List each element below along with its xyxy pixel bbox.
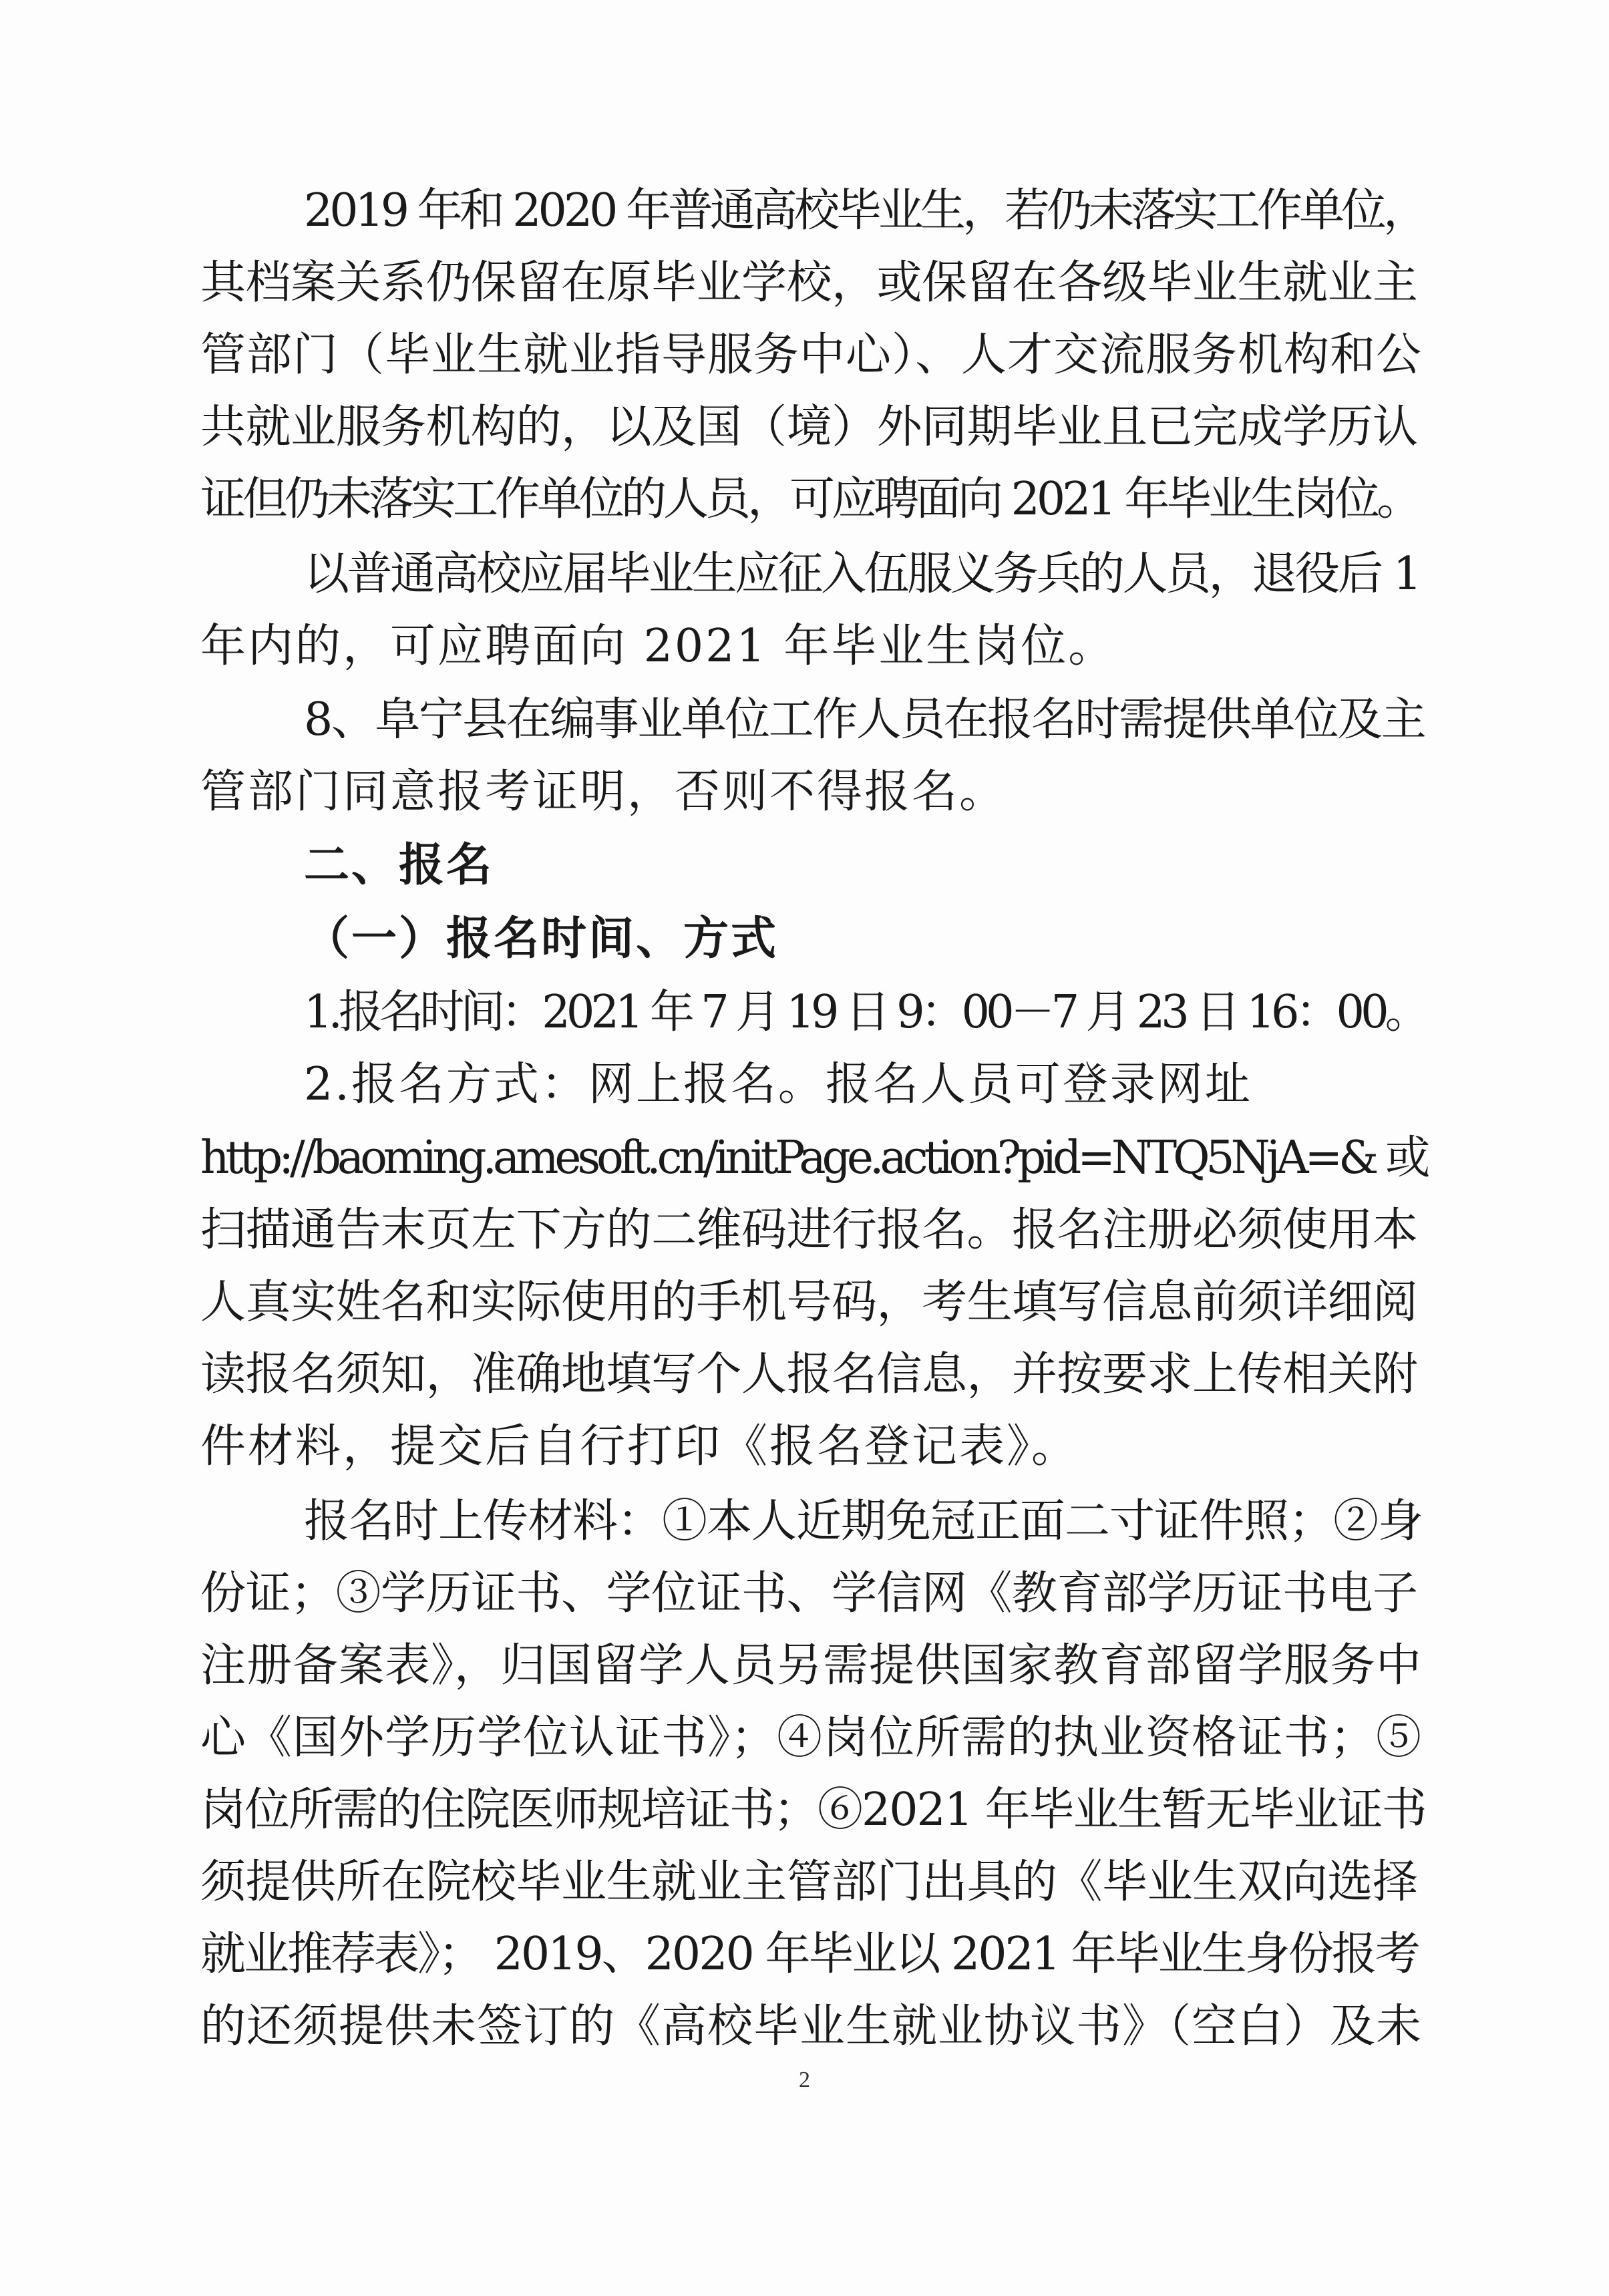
paragraph-line: 1.报名时间：2021 年 7 月 19 日 9：00－7 月 23 日 16：00。 bbox=[304, 986, 1426, 1039]
paragraph-line: 心《国外学历学位认证书》；④岗位所需的执业资格证书；⑤ bbox=[200, 1711, 1423, 1764]
paragraph-line: 共就业服务机构的，以及国（境）外同期毕业且已完成学历认 bbox=[200, 401, 1418, 454]
paragraph-line: 年内的，可应聘面向 2021 年毕业生岗位。 bbox=[200, 620, 1116, 673]
paragraph-line: 注册备案表》，归国留学人员另需提供国家教育部留学服务中 bbox=[200, 1639, 1423, 1692]
paragraph-line: 2019 年和 2020 年普通高校毕业生，若仍未落实工作单位， bbox=[304, 184, 1425, 237]
paragraph-line: 须提供所在院校毕业生就业主管部门出具的《毕业生双向选择 bbox=[200, 1856, 1418, 1909]
paragraph-line: 以普通高校应届毕业生应征入伍服义务兵的人员，退役后 1 bbox=[304, 548, 1420, 601]
paragraph-line: 8、阜宁县在编事业单位工作人员在报名时需提供单位及主 bbox=[304, 693, 1425, 746]
paragraph-line: 就业推荐表》； 2019、2020 年毕业以 2021 年毕业生身份报考 bbox=[200, 1928, 1419, 1981]
paragraph-line: 2.报名方式：网上报名。报名人员可登录网址 bbox=[304, 1058, 1252, 1111]
paragraph-line: 证但仍未落实工作单位的人员，可应聘面向 2021 年毕业生岗位。 bbox=[200, 473, 1419, 526]
registration-url-line: http://baoming.amesoft.cn/initPage.action?pid=NTQ5NjA=& 或 bbox=[200, 1132, 1427, 1184]
paragraph-line: 管部门（毕业生就业指导服务中心）、人才交流服务机构和公 bbox=[200, 329, 1423, 381]
paragraph-line: 件材料，提交后自行打印《报名登记表》。 bbox=[200, 1420, 1079, 1473]
paragraph-line: 扫描通告末页左下方的二维码进行报名。报名注册必须使用本 bbox=[200, 1204, 1418, 1257]
paragraph-line: 管部门同意报考证明，否则不得报名。 bbox=[200, 766, 1007, 818]
paragraph-line: 的还须提供未签订的《高校毕业生就业协议书》（空白）及未 bbox=[200, 2000, 1423, 2053]
page-number: 2 bbox=[799, 2068, 810, 2092]
paragraph-line: 岗位所需的住院医师规培证书；⑥2021 年毕业生暂无毕业证书 bbox=[200, 1784, 1426, 1836]
paragraph-line: 报名时上传材料：①本人近期免冠正面二寸证件照；②身 bbox=[304, 1495, 1423, 1548]
section-heading: 二、报名 bbox=[304, 839, 494, 892]
paragraph-line: 其档案关系仍保留在原毕业学校，或保留在各级毕业生就业主 bbox=[200, 257, 1418, 309]
paragraph-line: 份证；③学历证书、学位证书、学信网《教育部学历证书电子 bbox=[200, 1567, 1418, 1620]
paragraph-line: 读报名须知，准确地填写个人报名信息，并按要求上传相关附 bbox=[200, 1348, 1418, 1401]
subsection-heading: （一）报名时间、方式 bbox=[304, 913, 779, 965]
paragraph-line: 人真实姓名和实际使用的手机号码，考生填写信息前须详细阅 bbox=[200, 1276, 1418, 1329]
